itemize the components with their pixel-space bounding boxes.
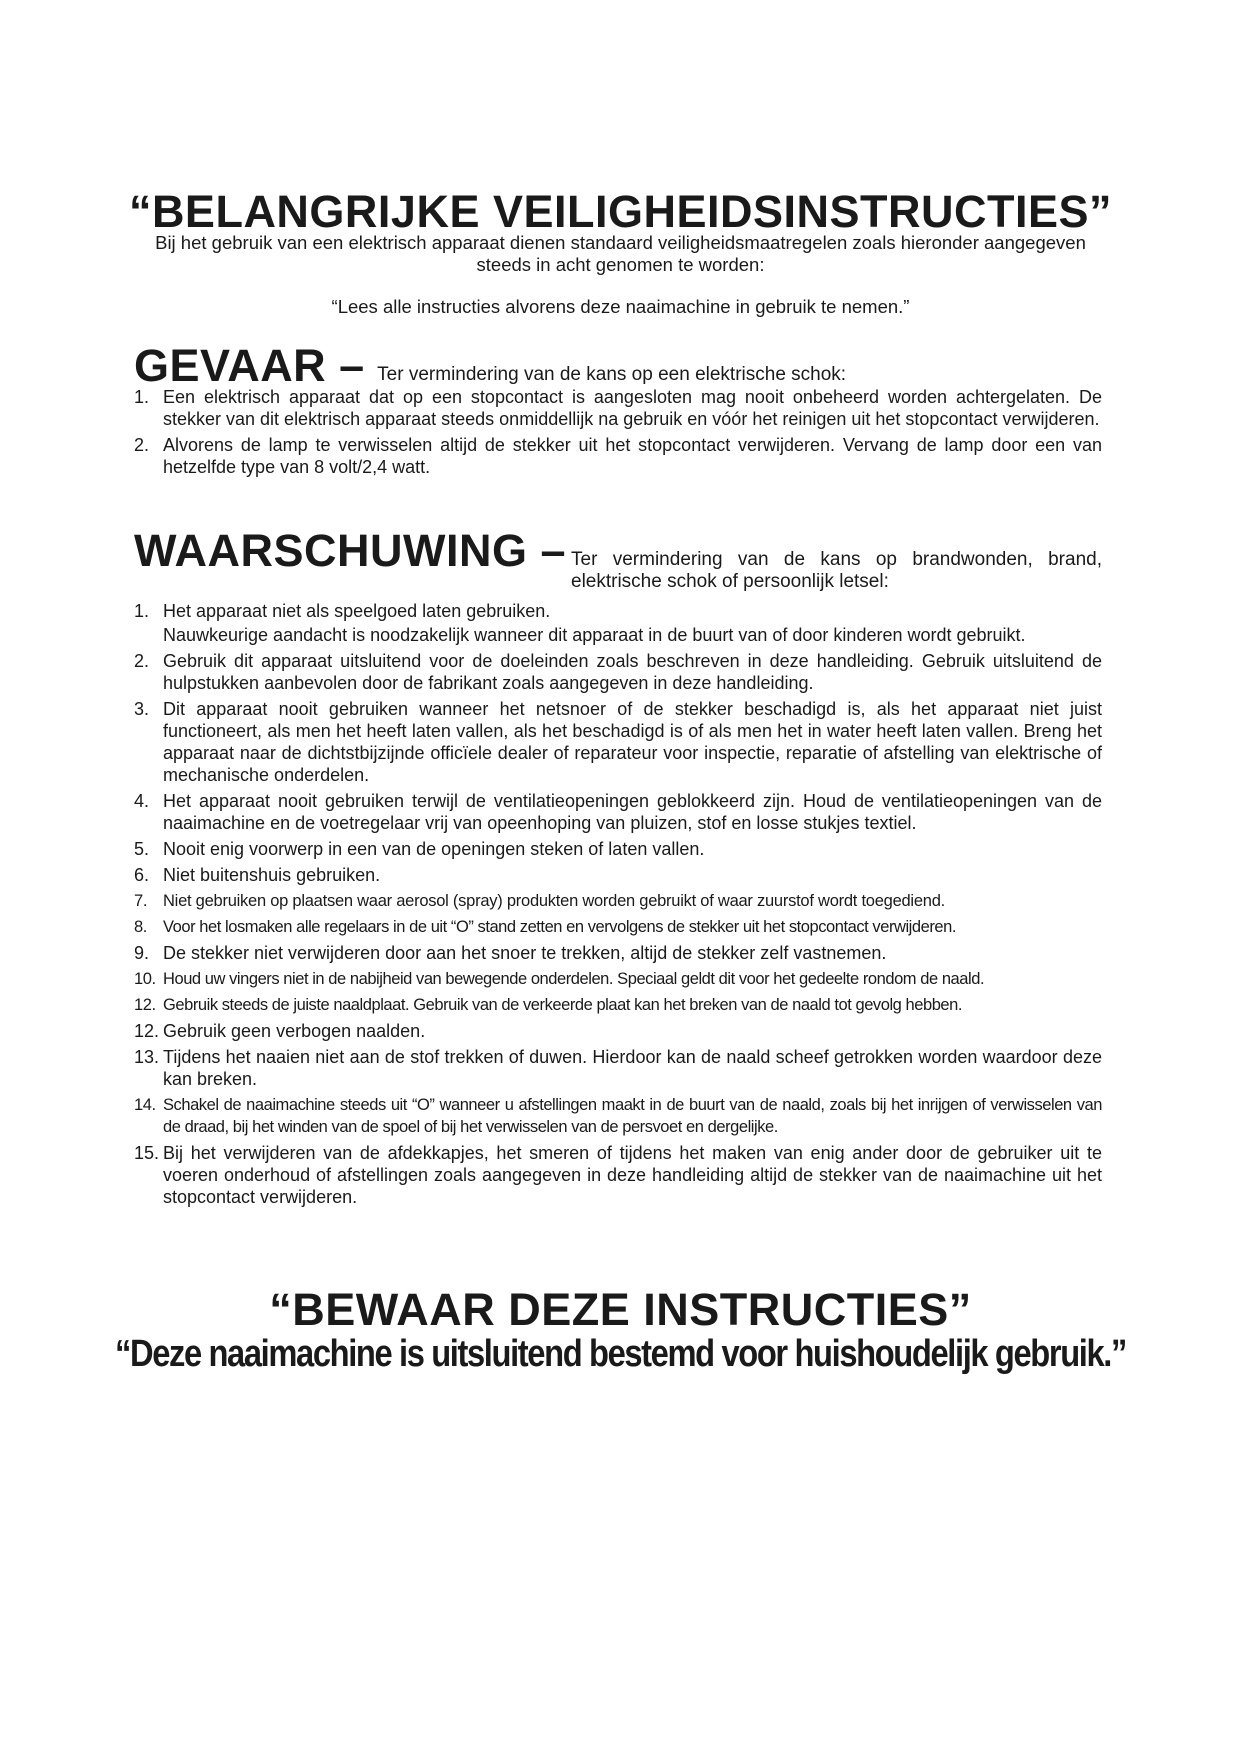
- item-number: 10.: [134, 970, 156, 988]
- item-text: Dit apparaat nooit gebruiken wanneer het netsnoer of de stekker beschadigd is, als het apparaat niet juist functioneert, als men het heeft laten vallen, als het beschadigd is of als men het in water heeft laten vallen. Breng het apparaat naar de dichtstbijzijnde officïele dealer of reparateur voor inspectie, reparatie of afstelling van elektrische of mechanische onderdelen.: [163, 699, 1102, 785]
- item-number: 2.: [134, 651, 150, 671]
- item-number: 13.: [134, 1047, 160, 1067]
- list-item: [134, 916, 1102, 938]
- item-text: Het apparaat nooit gebruiken terwijl de ventilatieopeningen geblokkeerd zijn. Houd de ventilatieopeningen van de naaimachine en de voetregelaar vrij van opeenhoping van pluizen, stof en losse stukjes textiel.: [163, 791, 1102, 833]
- item-number: 5.: [134, 839, 150, 859]
- item-text: Gebruik steeds de juiste naaldplaat. Gebruik van de verkeerde plaat kan het breken van de naald tot gevolg hebben.: [163, 996, 963, 1014]
- gevaar-heading: [134, 340, 846, 392]
- list-item: [134, 790, 1102, 834]
- list-item: [134, 698, 1102, 786]
- item-number: 12.: [134, 1021, 160, 1041]
- item-number: 3.: [134, 699, 150, 719]
- item-number: 2.: [134, 435, 150, 455]
- list-item: [134, 890, 1102, 912]
- list-item: [134, 1094, 1102, 1138]
- item-text: Niet gebruiken op plaatsen waar aerosol (spray) produkten worden gebruikt of waar zuurstof wordt toegediend.: [163, 892, 945, 910]
- item-number: 6.: [134, 865, 150, 885]
- waarschuwing-title: WAARSCHUWING –: [134, 525, 566, 576]
- waarschuwing-heading: [134, 525, 566, 577]
- item-text: Houd uw vingers niet in de nabijheid van bewegende onderdelen. Speciaal geldt dit voor het gedeelte rondom de naald.: [163, 970, 985, 988]
- item-number: 1.: [134, 601, 150, 621]
- item-text: Alvorens de lamp te verwisselen altijd de stekker uit het stopcontact verwijderen. Vervang de lamp door een van hetzelfde type van 8 volt/2,4 watt.: [163, 435, 1102, 477]
- item-number: 8.: [134, 918, 147, 936]
- item-number: 9.: [134, 943, 150, 963]
- list-item: [134, 1142, 1102, 1208]
- item-text: Voor het losmaken alle regelaars in de uit “O” stand zetten en vervolgens de stekker uit het stopcontact verwijderen.: [163, 918, 956, 936]
- intro-text: Bij het gebruik van een elektrisch apparaat dienen standaard veiligheidsmaatregelen zoals hieronder aangegeven steeds in acht genomen te worden:: [155, 232, 1086, 275]
- household-use-note: “Deze naaimachine is uitsluitend bestemd voor huishoudelijk gebruik.”: [115, 1333, 1126, 1375]
- list-item: [134, 386, 1102, 430]
- list-item: [134, 650, 1102, 694]
- item-text: Gebruik dit apparaat uitsluitend voor de doeleinden zoals beschreven in deze handleiding. Gebruik uitsluitend de hulpstukken aanbevolen door de fabrikant zoals aangegeven in deze handleiding.: [163, 651, 1102, 693]
- item-number: 1.: [134, 387, 150, 407]
- item-text: Nooit enig voorwerp in een van de openingen steken of laten vallen.: [163, 839, 705, 859]
- list-item: [134, 864, 1102, 886]
- list-item: [134, 1020, 1102, 1042]
- item-text: Het apparaat niet als speelgoed laten gebruiken.: [163, 601, 551, 621]
- gevaar-subtitle: Ter vermindering van de kans op een elektrische schok:: [377, 364, 847, 385]
- save-instructions-title: “BEWAAR DEZE INSTRUCTIES”: [269, 1284, 972, 1335]
- list-item: [134, 942, 1102, 964]
- item-number: 7.: [134, 892, 148, 910]
- list-item: [134, 434, 1102, 478]
- list-item: [134, 600, 1102, 646]
- item-number: 12.: [134, 996, 156, 1014]
- item-text: Schakel de naaimachine steeds uit “O” wanneer u afstellingen maakt in de buurt van de naald, zoals bij het inrijgen of verwisselen van de draad, bij het winden van de spoel of bij het verwisselen van de persvoet en dergelijke.: [163, 1096, 1102, 1136]
- item-note: Nauwkeurige aandacht is noodzakelijk wanneer dit apparaat in de buurt van of door kinderen wordt gebruikt.: [163, 625, 1026, 645]
- waarschuwing-list: [134, 600, 1102, 1212]
- list-item: [134, 968, 1102, 990]
- item-text: Een elektrisch apparaat dat op een stopcontact is aangesloten mag nooit onbeheerd worden achtergelaten. De stekker van dit elektrisch apparaat steeds onmiddellijk na gebruik en vóór het reinigen uit het stopcontact verwijderen.: [163, 387, 1102, 429]
- read-instructions-quote: “Lees alle instructies alvorens deze naaimachine in gebruik te nemen.”: [331, 296, 910, 317]
- gevaar-title: GEVAAR –: [134, 340, 365, 391]
- page-title: “BELANGRIJKE VEILIGHEIDSINSTRUCTIES”: [128, 186, 1113, 237]
- waarschuwing-subtitle: Ter vermindering van de kans op brandwonden, brand, elektrische schok of persoonlijk letsel:: [571, 549, 1102, 592]
- item-text: De stekker niet verwijderen door aan het snoer te trekken, altijd de stekker zelf vastnemen.: [163, 943, 887, 963]
- item-text: Niet buitenshuis gebruiken.: [163, 865, 381, 885]
- gevaar-list: [134, 386, 1102, 482]
- item-number: 4.: [134, 791, 150, 811]
- item-number: 14.: [134, 1096, 156, 1114]
- item-text: Tijdens het naaien niet aan de stof trekken of duwen. Hierdoor kan de naald scheef getrokken worden waardoor deze kan breken.: [163, 1047, 1102, 1089]
- list-item: [134, 1046, 1102, 1090]
- list-item: [134, 994, 1102, 1016]
- item-number: 15.: [134, 1143, 160, 1163]
- list-item: [134, 838, 1102, 860]
- item-text: Bij het verwijderen van de afdekkapjes, het smeren of tijdens het maken van enig ander door de gebruiker uit te voeren onderhoud of afstellingen zoals aangegeven in deze handleiding altijd de stekker van de naaimachine uit het stopcontact verwijderen.: [163, 1143, 1102, 1207]
- item-text: Gebruik geen verbogen naalden.: [163, 1021, 426, 1041]
